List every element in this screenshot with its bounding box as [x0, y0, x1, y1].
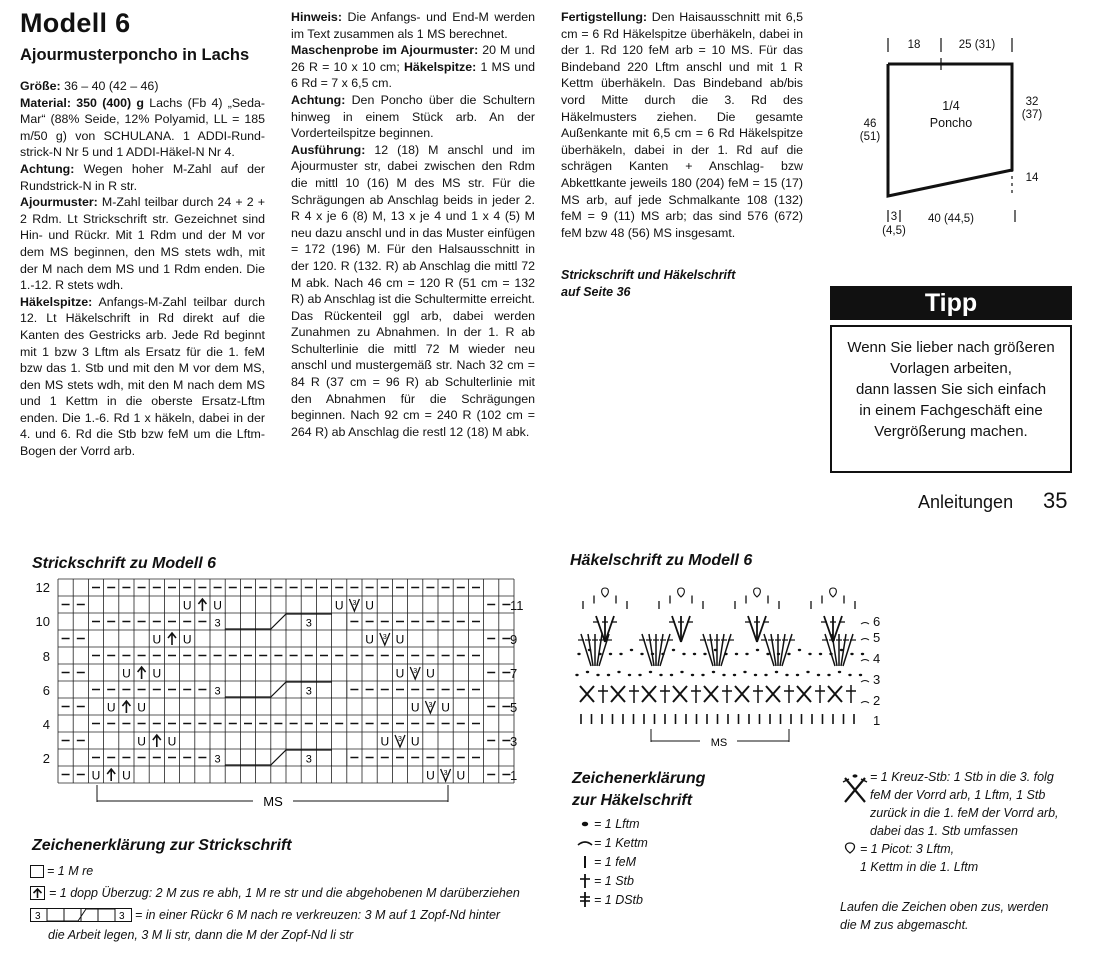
chart-symbol: U	[137, 734, 146, 749]
cross-stitch-symbol	[797, 686, 811, 702]
chain-symbol	[619, 653, 622, 655]
knit-symbols	[62, 588, 511, 783]
row-label-right: 7	[510, 666, 518, 681]
tipp-heading: Tipp	[830, 286, 1072, 320]
legend-text: die Arbeit legen, 3 M li str, dann die M der Zopf-Nd li str	[48, 928, 354, 942]
chain-symbol	[586, 671, 589, 673]
chain-symbol	[861, 653, 864, 655]
chain-symbol	[806, 671, 809, 673]
chain-symbol	[848, 674, 851, 676]
chart-symbol: 3	[398, 736, 402, 743]
hint-para: Hinweis: Die Anfangs- und End-M werden im Text zusammen als 1 MS berechnet.	[291, 10, 535, 41]
row-label-left: 2	[42, 751, 50, 766]
chart-symbol: U	[410, 734, 420, 749]
slip-stitch-icon	[576, 836, 594, 850]
chain-symbol	[817, 674, 820, 676]
dc-symbol	[784, 685, 794, 703]
chain-symbol	[859, 674, 862, 676]
text-column-1	[20, 78, 265, 460]
chart-symbol: U	[395, 632, 405, 647]
chain-symbol	[596, 674, 599, 676]
slip-stitch-symbol	[861, 681, 869, 683]
knit-ms-label: MS	[263, 794, 283, 809]
dim-right-1: 32	[1025, 96, 1039, 108]
chart-symbol: 3	[352, 600, 357, 607]
legend-text: dabei das 1. Stb umfassen	[870, 824, 1019, 838]
chain-symbol	[808, 653, 811, 655]
poncho-schematic	[840, 30, 1100, 250]
chart-symbol: 3	[443, 770, 448, 777]
dim-top-left: 18	[907, 39, 921, 51]
dim-left-1: 46	[863, 118, 877, 130]
cross-stitch-symbol	[611, 686, 625, 702]
chart-symbol: 3	[214, 753, 221, 766]
round-label: 2	[873, 693, 881, 708]
chart-symbol: U	[380, 734, 390, 749]
chart-symbol: U	[213, 598, 222, 613]
slip-stitch-symbol	[861, 623, 869, 625]
chain-symbol	[838, 671, 841, 673]
double-decrease-symbol	[107, 769, 115, 781]
chain-symbol	[756, 649, 759, 651]
chart-reference: Strickschrift und Häkelschrift auf Seite 36	[561, 268, 736, 299]
chart-symbol: U	[91, 768, 101, 783]
round-label: 6	[873, 614, 881, 629]
gauge-para: Maschenprobe im Ajourmuster: 20 M und 26 R = 10 x 10 cm; Häkelspitze: 1 MS und 6 Rd = 7 x 6,5 cm.	[291, 43, 535, 91]
cross-stitch-icon	[840, 770, 870, 804]
cross-stitch-symbol	[735, 686, 749, 702]
cable-cross-icon	[30, 908, 132, 923]
chain-symbol	[672, 649, 675, 651]
chart-symbol: U	[152, 666, 162, 681]
tipp-line: in einem Fachgeschäft eine	[859, 402, 1043, 419]
treble-symbol	[833, 616, 842, 642]
tipp-line: Vergrößerung machen.	[874, 423, 1028, 440]
label-quarter: 1/4	[942, 99, 960, 113]
cross-stitch-symbol	[673, 686, 687, 702]
dc-symbol	[846, 685, 856, 703]
double-decrease-symbol	[122, 701, 130, 713]
chain-symbol	[628, 674, 631, 676]
chain-symbol	[682, 653, 685, 655]
tipp-line: Wenn Sie lieber nach größeren	[847, 339, 1055, 356]
cable-num-right: 3	[119, 910, 125, 922]
crochet-ms-label: MS	[710, 737, 728, 749]
chain-symbol	[693, 653, 696, 655]
chain-symbol	[630, 649, 633, 651]
legend-row	[576, 814, 648, 833]
chart-symbol: 3	[413, 668, 418, 675]
legend-text: = 1 Lftm	[594, 816, 640, 831]
legend-text: = 1 DStb	[594, 892, 643, 907]
legend-text: 1 Kettm in die 1. Lftm	[860, 860, 979, 874]
row-label-right: 11	[510, 598, 524, 613]
chain-symbol	[735, 653, 738, 655]
legend-text: = 1 Stb	[594, 873, 634, 888]
legend-text: = in einer Rückr 6 M nach re verkreuzen: 3 M auf 1 Zopf-Nd hinter	[135, 908, 501, 922]
cross-stitch-symbol	[580, 686, 594, 702]
round-label: 3	[873, 672, 881, 687]
picot-symbol	[830, 588, 837, 597]
slip-stitch-symbol	[861, 660, 869, 662]
chart-symbol: 3	[214, 617, 221, 630]
dc-symbol	[629, 685, 639, 703]
chart-symbol: U	[106, 700, 116, 715]
chain-symbol	[764, 674, 767, 676]
double-decrease-symbol	[138, 667, 146, 679]
slip-stitch-symbol	[861, 702, 869, 704]
legend-text: = 1 Kettm	[594, 835, 648, 850]
instructions-para: Ausführung: 12 (18) M anschl und im Ajourmuster str, dabei zwischen den Rdm die mittl 10 (16) M des MS str. Für die Schrägungen ab Anschlag beids in jeder 2. R 4 x je 6 (8) M, 13 x je 4 und 1 x 4 (5) M neu dazu anschl und in das Muster einfügen = 172 (196) M. Für den Halsausschnitt in der 120. R (132. R) ab Anschlag die mittl 72 M abk. Nach 46 cm = 120 R (51 cm = 132 R) ab Anschlag ist die Schultermitte erreicht. Das Rückenteil ggl arb, dabei werden Zunahmen zu Abnahmen. In der 1. R ab Schulterlinie die mittl 72 M wieder neu anschl und mustergemäß str. Nach 32 cm = 84 R (37 cm = 96 R) ab Schulterlinie mit den Abnahmen für die Schrägungen beginnen. Nach 92 cm = 240 R (102 cm = 264 R) ab Anschlag die restl 12 (18) M abk.	[291, 142, 535, 439]
crochet-chart	[565, 572, 895, 752]
chain-symbol	[722, 674, 725, 676]
cross-stitch-symbol	[766, 686, 780, 702]
tipp-box	[830, 325, 1072, 473]
round-label: 4	[873, 651, 881, 666]
dc-symbol	[598, 685, 608, 703]
treble-symbol	[672, 616, 681, 642]
chain-symbol	[609, 653, 612, 655]
double-decrease-icon	[30, 886, 46, 901]
dim-bottom-mid: 40 (44,5)	[927, 213, 975, 225]
chart-symbol: U	[182, 598, 192, 613]
chain-symbol	[798, 649, 801, 651]
crochet-chart-title: Häkelschrift zu Modell 6	[570, 552, 753, 569]
chain-symbol	[640, 653, 643, 655]
dim-bottom-left-1: 3	[890, 211, 898, 223]
chart-symbol: 3	[305, 685, 312, 698]
chart-symbol: U	[137, 700, 146, 715]
pattern-para: Ajourmuster: M-Zahl teilbar durch 24 + 2 + 2 Rdm. Lt Strickschrift str. Gezeichnet sind Hin- und Rückr. Mit 1 Rdm und der M vor dem MS beginnen, den MS stets wdh, mit der M nach dem MS und 1 Rdm enden. Die 1.-12. R stets wdh.	[20, 195, 265, 293]
legend-row	[576, 833, 648, 852]
legend-text: = 1 M re	[47, 864, 94, 878]
chain-symbol	[670, 674, 673, 676]
dc-symbol	[660, 685, 670, 703]
crochet-legend-title: Zeichenerklärung zur Häkelschrift	[572, 770, 706, 809]
chain-symbol	[577, 653, 580, 655]
chain-symbol	[827, 674, 830, 676]
chart-symbol: 3	[305, 617, 312, 630]
row-label-left: 8	[42, 649, 50, 664]
single-crochet-icon	[576, 855, 594, 869]
chart-symbol: U	[426, 666, 435, 681]
legend-row	[30, 906, 570, 924]
caution-para: Achtung: Den Poncho über die Schultern hinweg in einem Stück arb. An der Vorderteilspitze beginnen.	[291, 92, 535, 141]
chart-symbol: U	[334, 598, 344, 613]
dc-symbol	[722, 685, 732, 703]
chart-symbol: U	[365, 598, 374, 613]
dim-top-right: 25 (31)	[958, 39, 996, 51]
tipp-line: dann lassen Sie sich einfach	[855, 381, 1047, 398]
knit-chart	[28, 575, 538, 815]
edging-para: Häkelspitze: Anfangs-M-Zahl teilbar durch 12. Lt Häkelschrift in Rd direkt auf die Kanten des Gestricks arb. Jede Rd beginnt mit 1 bzw 3 Lftm als Ersatz für die 1. feM bzw das 1. Stb und mit den M vor dem MS, den MS stets wdh, mit den M nach dem MS und 1 Kettm in die oberste Ersatz-Lftm enden. Die 1.-6. Rd 1 x häkeln, dabei in der 4. und 6. Rd die Stb bzw feM um die Lftm-Bogen der Vorrd arb.	[20, 294, 265, 459]
chain-symbol	[617, 671, 620, 673]
round-label: 5	[873, 630, 881, 645]
knit-stitch-icon	[30, 865, 44, 878]
chart-symbol: U	[122, 768, 131, 783]
chain-symbol	[785, 674, 788, 676]
chart-symbol: U	[122, 666, 131, 681]
dc-symbol	[691, 685, 701, 703]
dim-right-low: 14	[1025, 172, 1039, 184]
chart-symbol: U	[410, 700, 420, 715]
legend-text: zurück in die 1. feM der Vorrd arb,	[870, 806, 1059, 820]
chart-symbol: 3	[428, 702, 433, 709]
legend-note: Laufen die Zeichen oben zus, werden	[840, 900, 1049, 914]
legend-text: = 1 dopp Überzug: 2 M zus re abh, 1 M re str und die abgehobenen M darüberziehen	[49, 886, 520, 900]
chart-symbol: U	[456, 768, 466, 783]
row-label-left: 10	[35, 614, 50, 629]
crochet-symbols	[575, 588, 869, 724]
legend-text: = 1 Picot: 3 Lftm,	[860, 842, 955, 856]
row-label-right: 3	[510, 734, 518, 749]
page-subtitle: Ajourmusterponcho in Lachs	[20, 46, 250, 64]
row-label-left: 12	[35, 580, 50, 595]
chain-symbol	[850, 653, 853, 655]
label-poncho: Poncho	[929, 116, 973, 130]
chain-symbol	[703, 653, 706, 655]
row-label-left: 4	[42, 717, 50, 732]
chain-symbol	[754, 674, 757, 676]
chart-symbol: U	[365, 632, 374, 647]
legend-row	[840, 840, 1110, 876]
chart-symbol: U	[152, 632, 162, 647]
material-para: Material: 350 (400) g Lachs (Fb 4) „Seda-Mar“ (88% Seide, 12% Polyamid, LL = 185 m/50 g) von SCHULANA. 1 ADDI-Rund-strick-N Nr 5 und 1 ADDI-Häkel-N Nr 4.	[20, 95, 265, 160]
crochet-legend-right	[840, 768, 1110, 934]
double-decrease-symbol	[153, 735, 161, 747]
double-decrease-symbol	[198, 599, 206, 611]
chain-symbol	[745, 653, 748, 655]
crochet-legend	[576, 814, 648, 909]
dim-right-2: (37)	[1021, 109, 1043, 121]
legend-row	[840, 768, 1110, 840]
chain-symbol	[649, 671, 652, 673]
legend-row	[576, 871, 648, 890]
dc-symbol	[815, 685, 825, 703]
chain-symbol	[766, 653, 769, 655]
knit-chart-title: Strickschrift zu Modell 6	[32, 555, 217, 572]
treble-crochet-icon	[576, 891, 594, 908]
chain-symbol	[691, 674, 694, 676]
chain-symbol	[733, 674, 736, 676]
chart-symbol: U	[182, 632, 192, 647]
cross-stitch-symbol	[828, 686, 842, 702]
treble-symbol	[681, 616, 690, 642]
text-column-2	[291, 9, 535, 440]
treble-symbol	[596, 616, 605, 642]
legend-text: feM der Vorrd arb, 1 Lftm, 1 Stb	[870, 788, 1046, 802]
legend-text: = 1 Kreuz-Stb: 1 Stb in die 3. folg	[870, 770, 1054, 784]
legend-row	[30, 884, 570, 902]
chain-symbol	[787, 653, 790, 655]
chart-symbol: U	[395, 666, 405, 681]
chain-symbol	[712, 671, 715, 673]
page-number: 35	[1043, 488, 1068, 513]
chain-icon	[576, 817, 594, 831]
row-label-right: 1	[510, 768, 518, 783]
treble-symbol	[605, 616, 614, 642]
dim-left-2: (51)	[859, 131, 881, 143]
legend-note: die M zus abgemascht.	[840, 918, 969, 932]
row-label-right: 9	[510, 632, 518, 647]
slip-stitch-symbol	[861, 639, 869, 641]
finishing-para: Fertigstellung: Den Haisausschnitt mit 6,5 cm = 6 Rd Häkelspitze überhäkeln, dabei in der 1. Rd 120 feM arb = 10 MS. Für das Bindeband 220 Lftm anschl und mit 1 R Kettm überhäkeln. Das Bindeband ab/bis vord Mitte durch die 3. Rd des Häkelmusters ziehen. Die gesamte Außenkante mit 6,5 cm = 6 Rd Häkelspitze überhäkeln, dabei in der 1. Rd auf die schrägen Kanten + Anschlag- bzw Abkettkante jeweils 180 (204) feM = 15 (17) MS arb, auf jede Schmalkante 108 (132) feM = 9 (11) MS arb; das sind 576 (672) feM bzw 48 (56) MS insgesamt.	[561, 10, 803, 240]
chain-symbol	[796, 674, 799, 676]
legend-row	[576, 852, 648, 871]
picot-symbol	[602, 588, 609, 597]
chart-symbol: U	[426, 768, 435, 783]
chain-symbol	[743, 671, 746, 673]
chain-symbol	[659, 674, 662, 676]
double-decrease-symbol	[168, 633, 176, 645]
chart-symbol: 3	[382, 634, 387, 641]
tipp-line: Vorlagen arbeiten,	[890, 360, 1012, 377]
treble-symbol	[748, 616, 757, 642]
size-para: Größe: 36 – 40 (42 – 46)	[20, 79, 159, 93]
footer-label: Anleitungen	[918, 492, 1014, 512]
chart-symbol: U	[167, 734, 177, 749]
chain-symbol	[819, 653, 822, 655]
legend-text: = 1 feM	[594, 854, 637, 869]
row-label-right: 5	[510, 700, 518, 715]
chain-symbol	[775, 671, 778, 673]
note-para: Achtung: Wegen hoher M-Zahl auf der Rundstrick-N in R str.	[20, 161, 265, 193]
round-label: 1	[873, 713, 881, 728]
chain-symbol	[701, 674, 704, 676]
chart-symbol: 3	[305, 753, 312, 766]
picot-symbol	[754, 588, 761, 597]
knit-legend	[30, 862, 570, 944]
knit-legend-title: Zeichenerklärung zur Strickschrift	[32, 837, 292, 854]
chain-symbol	[680, 671, 683, 673]
chain-symbol	[607, 674, 610, 676]
chain-symbol	[638, 674, 641, 676]
legend-row	[30, 862, 570, 880]
chain-symbol	[575, 674, 578, 676]
chart-symbol: 3	[214, 685, 221, 698]
legend-row	[576, 890, 648, 909]
cable-num-left: 3	[35, 910, 41, 922]
chart-symbol: U	[441, 700, 450, 715]
dc-symbol	[753, 685, 763, 703]
cross-stitch-symbol	[642, 686, 656, 702]
row-label-left: 6	[42, 683, 50, 698]
picot-symbol	[678, 588, 685, 597]
text-column-3	[561, 9, 803, 241]
double-crochet-icon	[576, 873, 594, 889]
page-title: Modell 6	[20, 8, 131, 38]
treble-symbol	[824, 616, 833, 642]
picot-icon	[840, 841, 860, 857]
dim-bottom-left-2: (4,5)	[882, 225, 906, 237]
cross-stitch-symbol	[704, 686, 718, 702]
